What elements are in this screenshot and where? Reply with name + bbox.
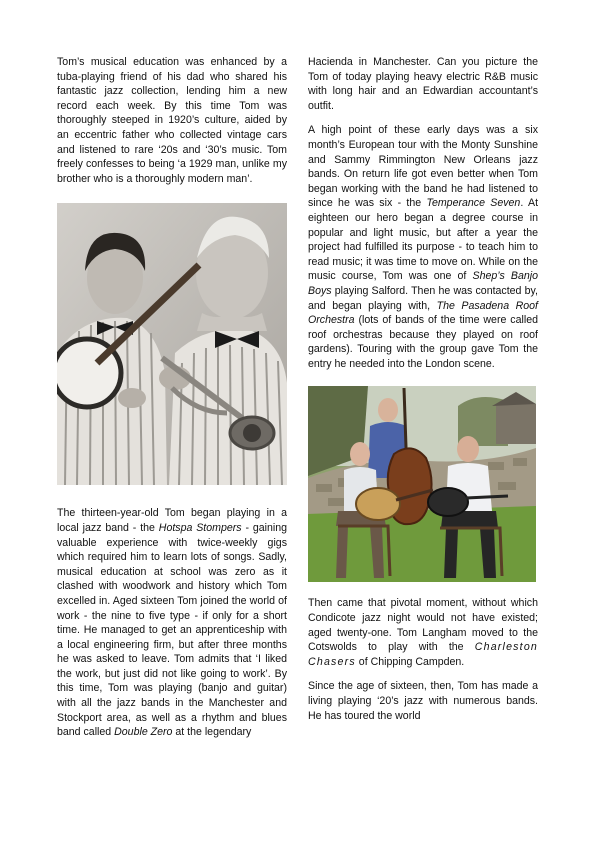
paragraph-european-tour bbox=[308, 123, 538, 371]
text: - gaining valuable experience with twice-weekly gigs which required him to learn lots of songs. Sadly, musical education at school was zero as it clashed with woodwork and history which Tom excelled in. Aged sixteen Tom joined the world of work - the nine to five type - if only for a short time. He managed to get an apprenticeship with a local engineering firm, but after three months he was asked to leave. Tom admits that ‘I liked the work, but just did not like going to work’. By this time, Tom was playing (banjo and guitar) with all the jazz bands in the Manchester and Stockport area, as well as a rhythm and blues band called bbox=[57, 521, 288, 739]
paragraph-pivotal-moment bbox=[308, 596, 538, 669]
left-column bbox=[57, 55, 287, 750]
band-name-double-zero: Double Zero bbox=[114, 726, 173, 739]
paragraph-hacienda: Hacienda in Manchester. Can you picture the Tom of today playing heavy electric R&B music with long hair and an Edwardian accountant’s outfit. bbox=[308, 56, 538, 112]
photo-trio-outdoors bbox=[308, 386, 536, 582]
right-column bbox=[308, 55, 538, 733]
text: A high point of these early days was a six month’s European tour with the Monty Sunshine and Sammy Rimmington New Orleans jazz bands. On return life got even better when Tom began working with the band he had listened to since he was six - the bbox=[308, 124, 538, 210]
band-name-hotspa-stompers: Hotspa Stompers bbox=[158, 521, 242, 534]
text: (lots of bands of the time were called roof orchestras because they played on roof gardens). Touring with the group gave Tom the entry he needed into the London scene. bbox=[308, 314, 538, 370]
text: The thirteen-year-old Tom began playing in a local jazz band - the bbox=[57, 507, 287, 534]
paragraph-early-career bbox=[57, 506, 287, 740]
text: . At eighteen our hero began a degree course in popular and light music, but after a year the project had fulfilled its purpose - to teach him to read music; it was time to move on. While on the music course, Tom was one of bbox=[308, 197, 539, 283]
text: playing Salford. Then he was contacted by, and began playing with, bbox=[308, 284, 538, 312]
band-name-sheps-banjo-boys: Shep’s Banjo Boys bbox=[308, 270, 539, 297]
text: of Chipping Campden. bbox=[355, 655, 465, 668]
paragraph-since-sixteen: Since the age of sixteen, then, Tom has made a living playing ‘20’s jazz with numerous bands. He has toured the world bbox=[308, 680, 538, 722]
band-name-pasadena-roof-orchestra: The Pasadena Roof Orchestra bbox=[308, 299, 538, 327]
band-name-charleston-chasers: Charleston Chasers bbox=[308, 641, 538, 668]
paragraph-musical-education: Tom’s musical education was enhanced by a tuba-playing friend of his dad who shared his fantastic jazz collection, lending him a new record each week. By this time Tom was thoroughly steeped in 1920’s culture, aided by an eccentric father who collected vintage cars and listened to rare ‘20s and ‘30’s music. Tom freely confesses to being ‘a 1929 man, unlike my brother who is a thoroughly modern man’. bbox=[57, 56, 287, 185]
photo-banjo-and-trumpet-players bbox=[57, 203, 287, 485]
text: Then came that pivotal moment, without which Condicote jazz night would not have existed; aged twenty-one. Tom Langham moved to the Cotswolds to play with the bbox=[308, 597, 538, 654]
text: at the legendary bbox=[172, 726, 252, 739]
band-name-temperance-seven: Temperance Seven bbox=[426, 197, 521, 210]
